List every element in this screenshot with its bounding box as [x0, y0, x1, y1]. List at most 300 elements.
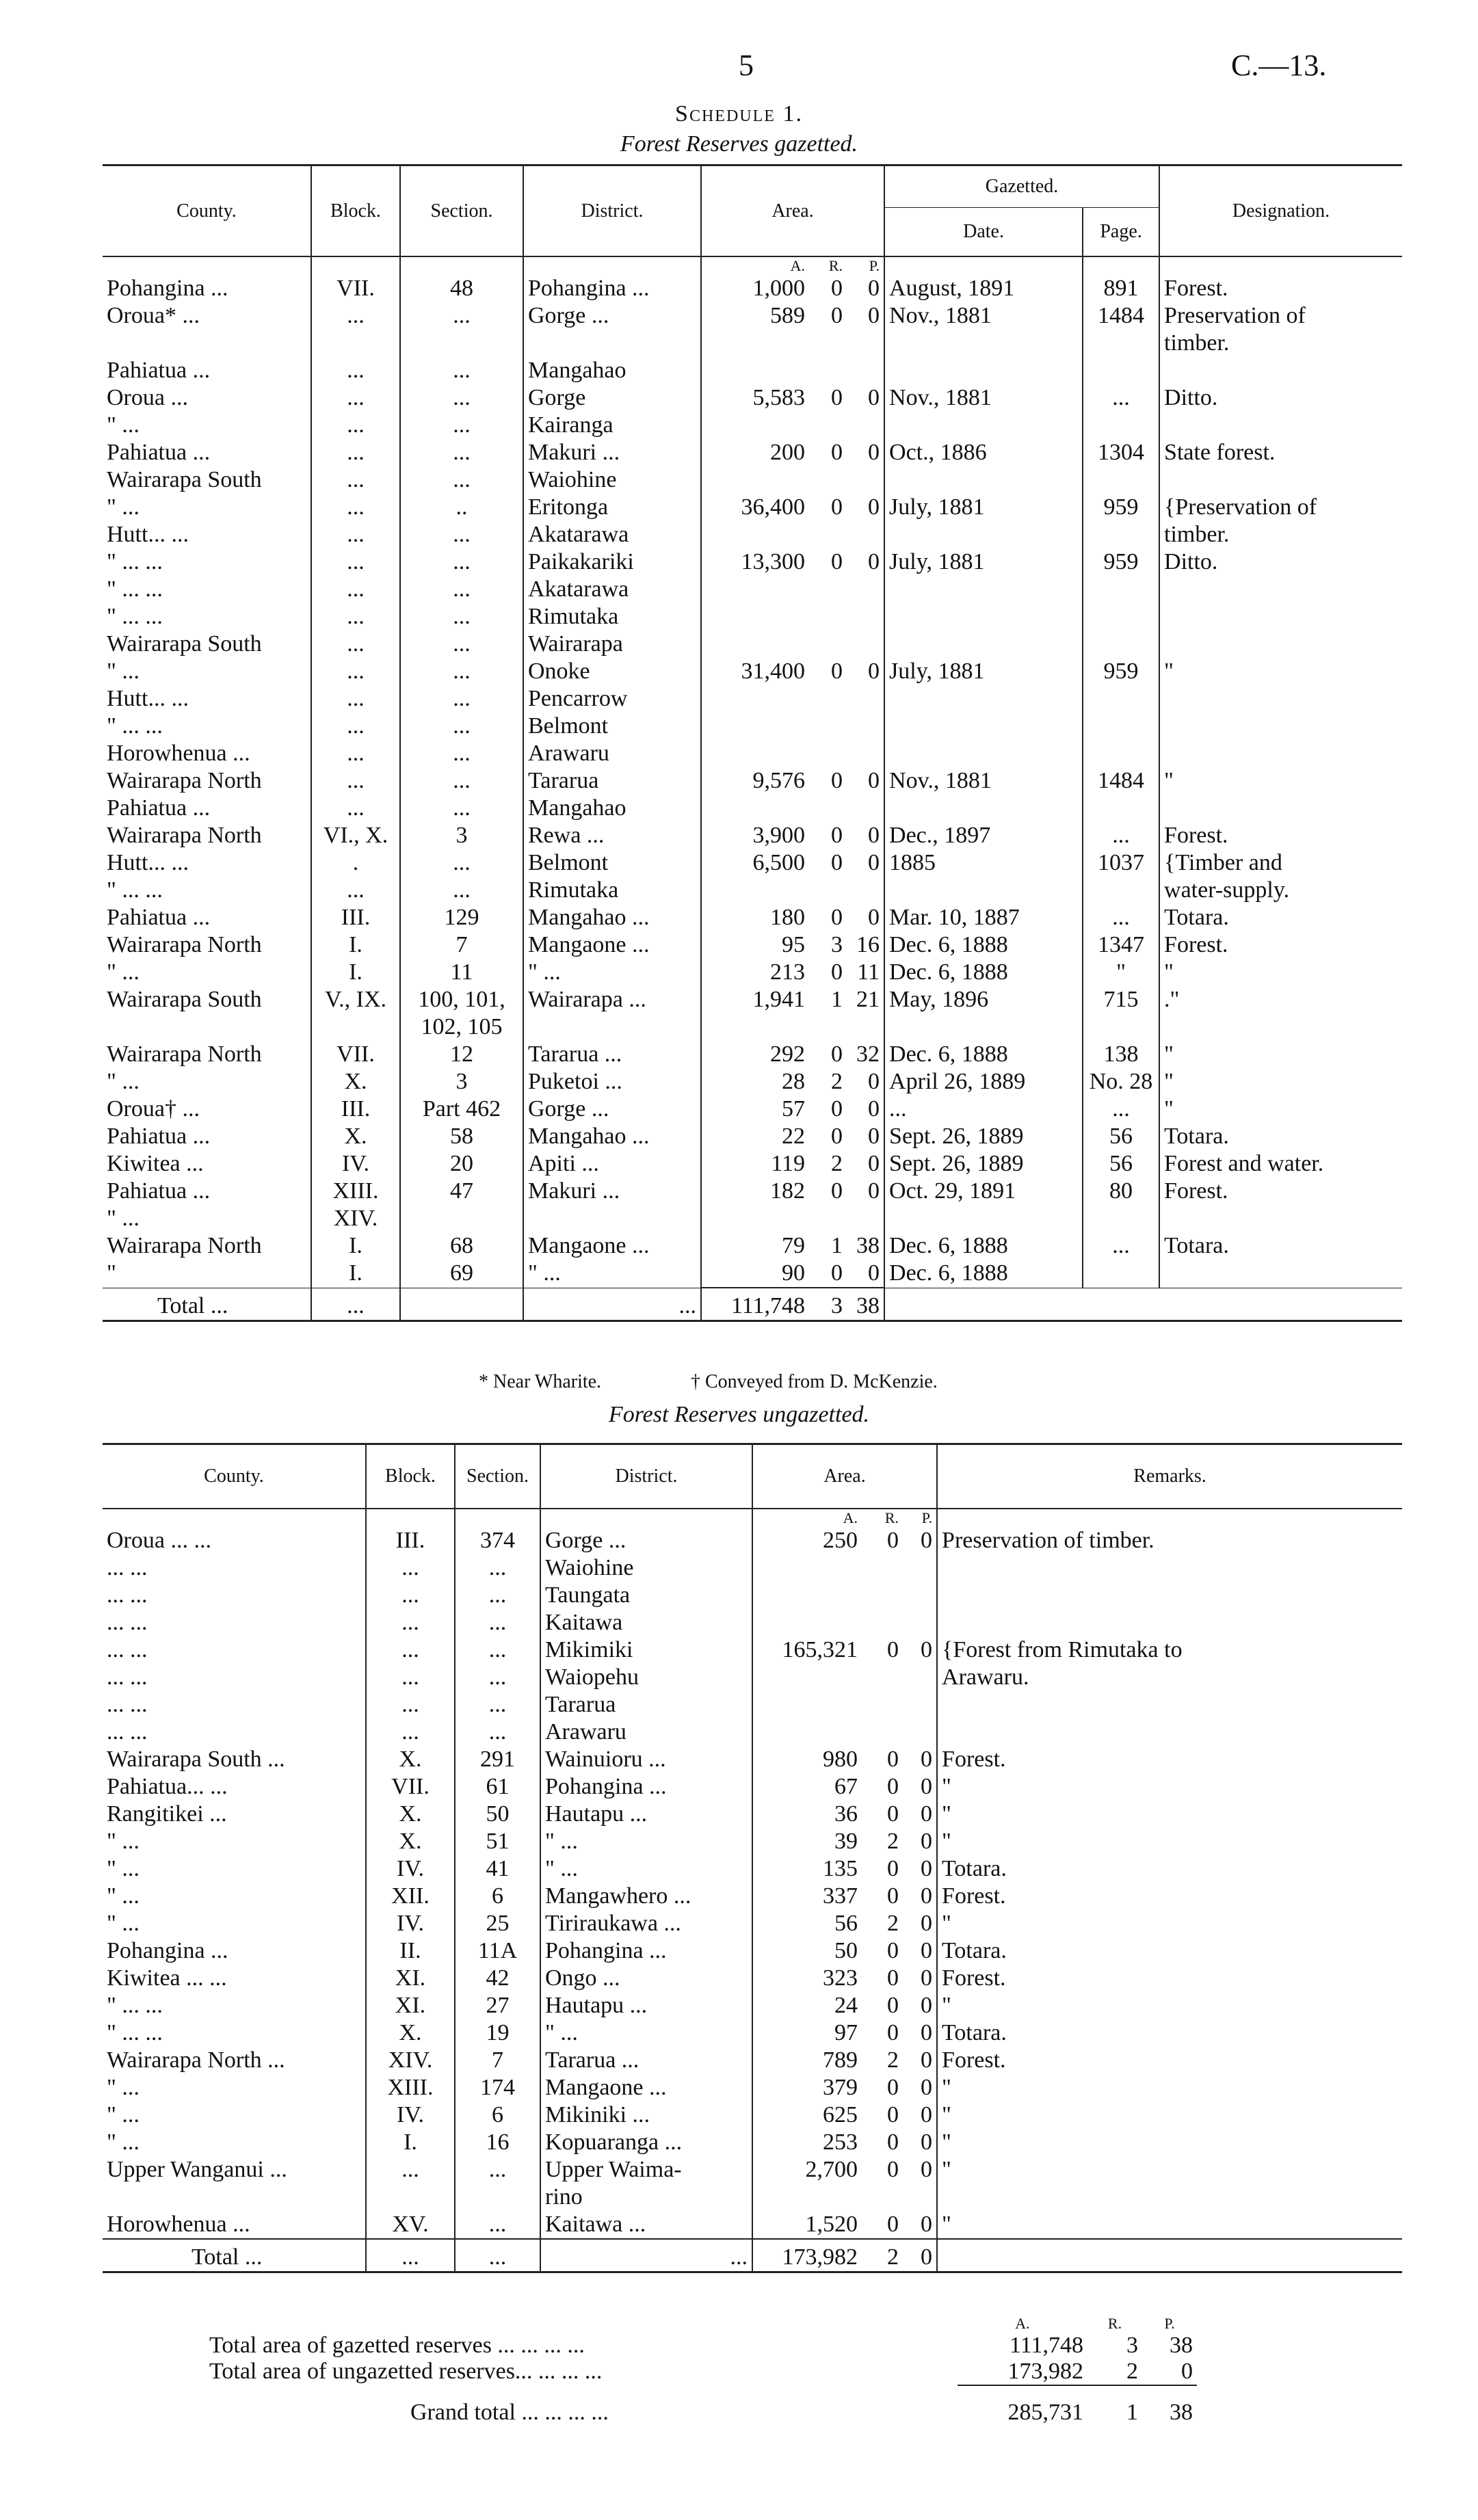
county-cell: ... ... — [103, 1719, 366, 1746]
section-cell: 129 — [400, 904, 523, 931]
table-row — [103, 1582, 1402, 1609]
section-cell: ... — [400, 849, 523, 877]
gazetted-total-label: Total ... — [103, 1288, 311, 1321]
designation-cell — [1159, 357, 1402, 384]
section-cell: ... — [400, 603, 523, 631]
table-row — [103, 275, 1402, 302]
date-cell — [884, 521, 1083, 548]
page-cell: 56 — [1083, 1123, 1159, 1150]
section-cell: 374 — [455, 1527, 540, 1554]
designation-cell: timber. — [1164, 522, 1230, 547]
perches-cell — [847, 576, 884, 603]
acres-cell: 90 — [782, 1260, 805, 1286]
table-row — [103, 959, 1402, 986]
block-cell: ... — [311, 302, 400, 330]
perches-cell: 0 — [847, 302, 884, 330]
block-cell: ... — [311, 658, 400, 685]
section-cell: ... — [400, 631, 523, 658]
remarks-cell — [937, 1609, 1402, 1636]
page-cell — [1083, 713, 1159, 740]
ungazetted-subtitle: Forest Reserves ungazetted. — [608, 1402, 870, 1427]
perches-cell: 0 — [903, 2101, 937, 2129]
perches-cell — [847, 795, 884, 822]
page-cell: 891 — [1083, 275, 1159, 302]
table-row — [103, 576, 1402, 603]
date-cell — [884, 330, 1083, 357]
block-cell: X. — [366, 1746, 455, 1773]
date-cell: Oct., 1886 — [884, 439, 1083, 466]
district-cell — [523, 1013, 701, 1041]
designation-cell: Forest. — [1164, 1178, 1228, 1204]
summary-label: Total area of ungazetted reserves... ... ... ... — [209, 2359, 603, 2384]
district-cell: Mangawhero ... — [540, 1883, 752, 1910]
designation-cell: Ditto. — [1164, 385, 1218, 410]
designation-cell — [1159, 412, 1402, 439]
district-cell: Mangaone ... — [523, 1232, 701, 1260]
district-cell: Kairanga — [523, 412, 701, 439]
footnote-dagger: † Conveyed from D. McKenzie. — [691, 1371, 938, 1392]
block-cell: III. — [311, 904, 400, 931]
roods-cell — [862, 1609, 903, 1636]
summary-acres: 111,748 — [1009, 2333, 1083, 2358]
acres-cell: 13,300 — [741, 549, 805, 574]
perches-cell — [847, 713, 884, 740]
date-cell: July, 1881 — [884, 548, 1083, 576]
table-row — [103, 631, 1402, 658]
district-cell: Eritonga — [523, 494, 701, 521]
col-page: Page. — [1083, 208, 1159, 257]
roods-cell — [809, 576, 847, 603]
roods-cell: 0 — [831, 905, 843, 930]
block-cell: IV. — [366, 1855, 455, 1883]
acres-cell: 789 — [823, 2047, 858, 2073]
block-cell: ... — [311, 603, 400, 631]
table-row — [103, 986, 1402, 1013]
acres-cell — [752, 1582, 862, 1609]
district-cell: Makuri ... — [523, 439, 701, 466]
perches-cell: 0 — [847, 1260, 884, 1288]
acres-cell — [701, 1013, 809, 1041]
section-cell: ... — [400, 548, 523, 576]
section-cell: ... — [400, 877, 523, 904]
block-cell: ... — [311, 521, 400, 548]
date-cell: Dec. 6, 1888 — [884, 1232, 1083, 1260]
gazetted-total-perches: 38 — [847, 1288, 884, 1321]
acres-cell: 36,400 — [741, 494, 805, 520]
district-cell: Onoke — [523, 658, 701, 685]
district-cell: " ... — [540, 2019, 752, 2047]
county-cell: Pahiatua ... — [103, 904, 311, 931]
table-row — [103, 658, 1402, 685]
block-cell: X. — [366, 1828, 455, 1855]
acres-cell — [701, 740, 809, 767]
document-reference: C.—13. — [1231, 49, 1327, 82]
ungazetted-total-roods: 2 — [887, 2244, 899, 2270]
section-cell — [400, 1205, 523, 1232]
roods-cell: 0 — [887, 1856, 899, 1881]
county-cell: Oroua* ... — [103, 302, 311, 330]
block-cell: XIII. — [311, 1178, 400, 1205]
county-cell: Pahiatua ... — [103, 439, 311, 466]
page-cell: 715 — [1083, 986, 1159, 1013]
table-row — [103, 1636, 1402, 1664]
block-cell: X. — [366, 1801, 455, 1828]
table-row — [103, 302, 1402, 330]
county-cell: Wairarapa South ... — [103, 1746, 366, 1773]
col-county: County. — [103, 165, 311, 257]
designation-cell: Totara. — [1164, 905, 1229, 930]
block-cell: ... — [366, 1582, 455, 1609]
section-cell: ... — [400, 713, 523, 740]
acres-cell: 3,900 — [752, 823, 805, 848]
page-cell: 1304 — [1083, 439, 1159, 466]
acres-cell: 1,941 — [752, 987, 805, 1012]
section-cell: ... — [400, 795, 523, 822]
date-cell: Sept. 26, 1889 — [884, 1123, 1083, 1150]
designation-cell — [1159, 603, 1402, 631]
roods-cell: 0 — [887, 2020, 899, 2045]
designation-cell — [1159, 685, 1402, 713]
remarks-cell — [937, 2184, 1402, 2211]
county-cell: Wairarapa North ... — [103, 2047, 366, 2074]
perches-cell — [847, 603, 884, 631]
page-cell — [1083, 521, 1159, 548]
summary-acres: 173,982 — [1007, 2359, 1083, 2384]
roods-cell — [862, 1664, 903, 1691]
roods-cell — [862, 1554, 903, 1582]
block-cell: ... — [311, 877, 400, 904]
perches-cell — [847, 877, 884, 904]
perches-cell — [903, 1691, 937, 1719]
section-cell: ... — [400, 521, 523, 548]
acres-cell: 36 — [834, 1801, 858, 1827]
county-cell: Wairarapa North — [103, 822, 311, 849]
perches-cell: 0 — [903, 1828, 937, 1855]
acres-cell — [701, 521, 809, 548]
roods-cell — [809, 795, 847, 822]
block-cell — [311, 1013, 400, 1041]
table-row — [103, 2211, 1402, 2239]
county-cell: " ... — [103, 2101, 366, 2129]
block-cell: ... — [311, 439, 400, 466]
table-row — [103, 548, 1402, 576]
block-cell: XV. — [366, 2211, 455, 2239]
remarks-cell: " — [942, 1829, 951, 1854]
district-cell: Tiriraukawa ... — [540, 1910, 752, 1937]
table-row — [103, 904, 1402, 931]
designation-cell: water-supply. — [1164, 877, 1290, 903]
block-cell: ... — [311, 466, 400, 494]
date-cell — [884, 795, 1083, 822]
roods-cell: 2 — [831, 1069, 843, 1094]
acres-cell: 213 — [770, 959, 805, 985]
county-cell: Pahiatua ... — [103, 1178, 311, 1205]
perches-cell: 11 — [847, 959, 884, 986]
table-row — [103, 1883, 1402, 1910]
acres-cell: 9,576 — [752, 768, 805, 793]
block-cell: ... — [366, 1664, 455, 1691]
roods-cell: 0 — [887, 2157, 899, 2182]
county-cell: Pahiatua ... — [103, 1123, 311, 1150]
table-row — [103, 1068, 1402, 1096]
table-row — [103, 1746, 1402, 1773]
table-row — [103, 2184, 1402, 2211]
col-county: County. — [103, 1444, 366, 1509]
remarks-cell — [937, 1691, 1402, 1719]
district-cell: Mangahao — [523, 795, 701, 822]
page-cell: 138 — [1083, 1041, 1159, 1068]
gazetted-total-district: ... — [523, 1288, 701, 1321]
county-cell: " ... ... — [103, 548, 311, 576]
acres-cell: 56 — [834, 1911, 858, 1936]
roods-cell: 0 — [831, 1096, 843, 1122]
perches-cell: 0 — [847, 439, 884, 466]
county-cell: " ... ... — [103, 1992, 366, 2019]
col-remarks: Remarks. — [937, 1444, 1402, 1509]
county-cell: Horowhenua ... — [103, 2211, 366, 2239]
roods-cell: 1 — [831, 987, 843, 1012]
remarks-cell: Forest. — [942, 1747, 1006, 1772]
district-cell: Waiohine — [540, 1554, 752, 1582]
acres-cell: 57 — [782, 1096, 805, 1122]
perches-cell: 0 — [903, 1527, 937, 1554]
district-cell: Gorge ... — [523, 302, 701, 330]
district-cell: Taungata — [540, 1582, 752, 1609]
perches-cell: 0 — [847, 275, 884, 302]
roods-cell: 2 — [887, 1829, 899, 1854]
summary-roods: 3 — [1126, 2333, 1138, 2358]
table-row — [103, 795, 1402, 822]
acres-cell: 39 — [834, 1829, 858, 1854]
remarks-cell: Forest. — [942, 1883, 1006, 1909]
unit-roods: R. — [884, 1509, 899, 1526]
county-cell: Pahiatua ... — [103, 795, 311, 822]
district-cell: Rewa ... — [523, 822, 701, 849]
perches-cell: 0 — [903, 1746, 937, 1773]
block-cell: X. — [311, 1123, 400, 1150]
section-cell: 11A — [455, 1937, 540, 1965]
table-row — [103, 1992, 1402, 2019]
roods-cell — [809, 357, 847, 384]
page-cell — [1083, 466, 1159, 494]
page-cell: No. 28 — [1083, 1068, 1159, 1096]
section-cell — [455, 2184, 540, 2211]
acres-cell: 589 — [770, 303, 805, 328]
county-cell: " ... — [103, 1910, 366, 1937]
table-row — [103, 1773, 1402, 1801]
page-cell — [1083, 412, 1159, 439]
county-cell — [103, 1013, 311, 1041]
district-cell: Rimutaka — [523, 603, 701, 631]
unit-perches: P. — [903, 1509, 937, 1527]
table-row — [103, 822, 1402, 849]
roods-cell: 0 — [831, 440, 843, 465]
roods-cell: 0 — [887, 1528, 899, 1553]
acres-cell — [701, 631, 809, 658]
block-cell: ... — [311, 767, 400, 795]
county-cell: " ... — [103, 1828, 366, 1855]
designation-cell: timber. — [1164, 330, 1230, 356]
summary-roods: 2 — [1126, 2359, 1138, 2384]
section-cell: 7 — [455, 2047, 540, 2074]
designation-cell — [1159, 1260, 1402, 1288]
perches-cell — [847, 1205, 884, 1232]
schedule-title: Schedule 1. — [675, 101, 803, 127]
remarks-cell — [937, 1719, 1402, 1746]
block-cell: I. — [366, 2129, 455, 2156]
perches-cell: 0 — [903, 2074, 937, 2101]
date-cell — [884, 576, 1083, 603]
county-cell: " ... — [103, 412, 311, 439]
acres-cell: 97 — [834, 2020, 858, 2045]
perches-cell: 0 — [847, 1123, 884, 1150]
summary-unit-perches: P. — [1164, 2315, 1175, 2332]
section-cell: ... — [400, 384, 523, 412]
remarks-cell: Arawaru. — [942, 1664, 1029, 1690]
block-cell: XI. — [366, 1965, 455, 1992]
ungazetted-total-district: ... — [540, 2239, 752, 2272]
county-cell: ... ... — [103, 1554, 366, 1582]
section-cell: 51 — [455, 1828, 540, 1855]
table-row — [103, 1041, 1402, 1068]
district-cell: Waiopehu — [540, 1664, 752, 1691]
col-block: Block. — [311, 165, 400, 257]
date-cell — [884, 357, 1083, 384]
page-cell — [1083, 357, 1159, 384]
roods-cell — [862, 2184, 903, 2211]
acres-cell: 95 — [782, 932, 805, 957]
district-cell: Arawaru — [523, 740, 701, 767]
section-cell: 20 — [400, 1150, 523, 1178]
district-cell: Gorge — [523, 384, 701, 412]
section-cell: 16 — [455, 2129, 540, 2156]
section-cell: 6 — [455, 2101, 540, 2129]
section-cell: ... — [400, 357, 523, 384]
date-cell — [884, 412, 1083, 439]
page-cell — [1083, 877, 1159, 904]
perches-cell — [903, 1554, 937, 1582]
roods-cell: 0 — [831, 303, 843, 328]
section-cell: .. — [400, 494, 523, 521]
county-cell: " ... — [103, 2129, 366, 2156]
county-cell: " ... ... — [103, 603, 311, 631]
acres-cell — [701, 795, 809, 822]
block-cell: ... — [366, 1719, 455, 1746]
county-cell: ... ... — [103, 1636, 366, 1664]
table-row — [103, 740, 1402, 767]
table-row — [103, 1609, 1402, 1636]
roods-cell: 0 — [831, 1178, 843, 1204]
acres-cell: 180 — [770, 905, 805, 930]
section-cell: 48 — [400, 275, 523, 302]
district-cell: Ongo ... — [540, 1965, 752, 1992]
block-cell: ... — [311, 357, 400, 384]
district-cell: Makuri ... — [523, 1178, 701, 1205]
table-row — [103, 1965, 1402, 1992]
roods-cell — [809, 631, 847, 658]
perches-cell: 0 — [903, 2019, 937, 2047]
county-cell: Wairarapa North — [103, 1232, 311, 1260]
acres-cell: 625 — [823, 2102, 858, 2127]
block-cell: V., IX. — [311, 986, 400, 1013]
county-cell: " ... — [103, 1855, 366, 1883]
designation-cell: Totara. — [1164, 1233, 1229, 1258]
acres-cell: 253 — [823, 2130, 858, 2155]
perches-cell: 0 — [903, 1801, 937, 1828]
block-cell: IV. — [366, 1910, 455, 1937]
page-cell: 56 — [1083, 1150, 1159, 1178]
block-cell: ... — [366, 2156, 455, 2184]
designation-cell: ." — [1164, 987, 1180, 1012]
block-cell: IV. — [366, 2101, 455, 2129]
district-cell: Upper Waima- — [540, 2156, 752, 2184]
page-cell: " — [1083, 959, 1159, 986]
designation-cell: Forest. — [1164, 823, 1228, 848]
unit-acres: A. — [843, 1509, 858, 1526]
section-cell: 68 — [400, 1232, 523, 1260]
county-cell: ... ... — [103, 1691, 366, 1719]
acres-cell: 1,000 — [752, 276, 805, 301]
roods-cell: 3 — [831, 932, 843, 957]
acres-cell: 31,400 — [741, 659, 805, 684]
county-cell: Kiwitea ... — [103, 1150, 311, 1178]
district-cell: Kaitawa — [540, 1609, 752, 1636]
designation-cell — [1159, 740, 1402, 767]
block-cell: XIII. — [366, 2074, 455, 2101]
designation-cell: " — [1164, 659, 1174, 684]
remarks-cell: " — [942, 2075, 951, 2100]
perches-cell: 0 — [903, 1965, 937, 1992]
designation-cell — [1159, 466, 1402, 494]
district-cell: Tararua ... — [523, 1041, 701, 1068]
perches-cell: 0 — [903, 1910, 937, 1937]
page-cell: 1484 — [1083, 767, 1159, 795]
table-row — [103, 1096, 1402, 1123]
date-cell: Dec. 6, 1888 — [884, 1041, 1083, 1068]
block-cell: VII. — [366, 1773, 455, 1801]
section-cell: 102, 105 — [400, 1013, 523, 1041]
ungazetted-total-block: ... — [366, 2239, 455, 2272]
perches-cell: 0 — [903, 1636, 937, 1664]
block-cell: I. — [311, 1260, 400, 1288]
roods-cell: 0 — [831, 549, 843, 574]
section-cell: Part 462 — [400, 1096, 523, 1123]
acres-cell — [701, 330, 809, 357]
acres-cell — [752, 1691, 862, 1719]
perches-cell — [847, 685, 884, 713]
col-district: District. — [523, 165, 701, 257]
section-cell: 41 — [455, 1855, 540, 1883]
block-cell: ... — [311, 494, 400, 521]
footnote-star: * Near Wharite. — [479, 1371, 602, 1392]
page-cell — [1083, 576, 1159, 603]
col-block: Block. — [366, 1444, 455, 1509]
perches-cell — [847, 631, 884, 658]
designation-cell: " — [1164, 1069, 1174, 1094]
date-cell: Dec., 1897 — [884, 822, 1083, 849]
acres-cell: 323 — [823, 1965, 858, 1991]
col-district: District. — [540, 1444, 752, 1509]
block-cell: III. — [311, 1096, 400, 1123]
section-cell: 25 — [455, 1910, 540, 1937]
acres-cell — [701, 412, 809, 439]
perches-cell: 0 — [903, 1773, 937, 1801]
date-cell: Dec. 6, 1888 — [884, 931, 1083, 959]
block-cell: ... — [366, 1609, 455, 1636]
perches-cell — [903, 1582, 937, 1609]
table-row — [103, 330, 1402, 357]
district-cell: Pohangina ... — [523, 275, 701, 302]
